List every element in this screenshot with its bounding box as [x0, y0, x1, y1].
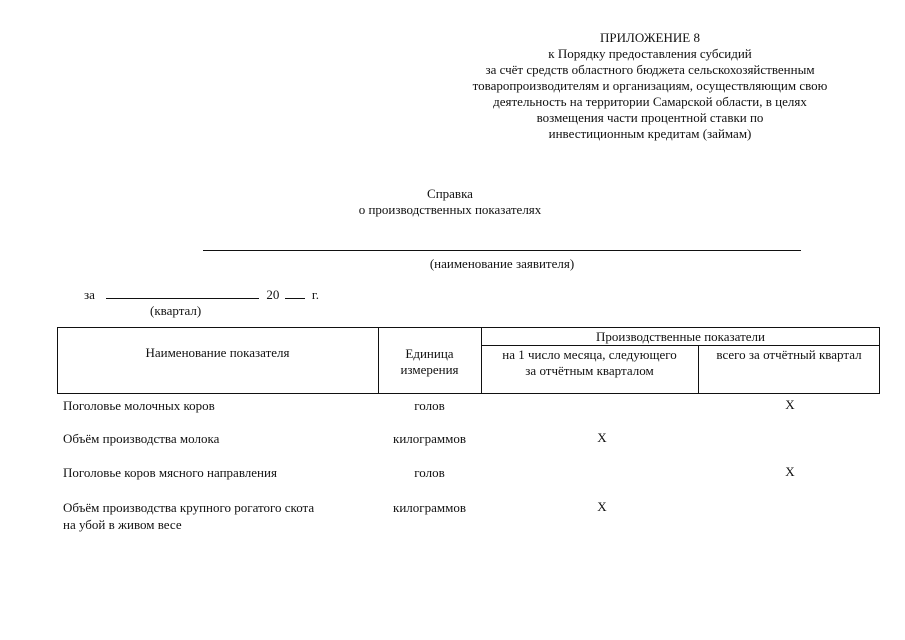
appendix-line: за счёт средств областного бюджета сельскохозяйственным	[485, 62, 815, 77]
row-first-day-value: X	[597, 430, 607, 445]
indicators-table-header	[57, 327, 880, 394]
appendix-line: товаропроизводителям и организациям, осуществляющим свою	[472, 78, 828, 93]
year-prefix: 20	[266, 287, 280, 302]
column-first-day-line-1: на 1 число месяца, следующего	[502, 347, 677, 362]
row-unit: килограммов	[393, 500, 466, 515]
column-first-day-line-2: за отчётным кварталом	[525, 363, 654, 378]
document-title	[300, 186, 600, 218]
column-indicator-name: Наименование показателя	[145, 345, 290, 360]
row-unit: килограммов	[393, 431, 466, 446]
appendix-line: к Порядку предоставления субсидий	[548, 46, 752, 61]
quarter-caption: (квартал)	[150, 303, 202, 318]
title-line-2: о производственных показателях	[358, 202, 542, 217]
column-total: всего за отчётный квартал	[716, 347, 862, 362]
row-unit: голов	[414, 398, 445, 413]
row-indicator-name: Объём производства молока	[63, 431, 220, 446]
applicant-caption: (наименование заявителя)	[429, 256, 575, 271]
appendix-line: инвестиционным кредитам (займам)	[548, 126, 752, 141]
applicant-name-field[interactable]	[203, 250, 801, 251]
column-group-production: Производственные показатели	[595, 329, 766, 344]
title-line-1: Справка	[427, 186, 473, 201]
appendix-header	[420, 30, 880, 142]
quarter-field[interactable]	[106, 287, 259, 299]
row-indicator-name	[63, 499, 314, 533]
period-line	[84, 287, 319, 303]
row-first-day-value: X	[597, 499, 607, 514]
year-suffix: г.	[311, 287, 320, 302]
year-field[interactable]	[285, 287, 305, 299]
row-indicator-name-line-2: на убой в живом весе	[63, 517, 182, 532]
row-indicator-name-line-1: Объём производства крупного рогатого скота	[63, 500, 315, 515]
row-total-value: X	[785, 397, 795, 412]
row-indicator-name: Поголовье молочных коров	[63, 398, 215, 413]
appendix-line: возмещения части процентной ставки по	[536, 110, 764, 125]
period-prefix: за	[84, 287, 95, 302]
appendix-number: ПРИЛОЖЕНИЕ 8	[600, 30, 700, 45]
column-unit-line-2: измерения	[400, 362, 459, 377]
column-unit-line-1: Единица	[405, 346, 454, 361]
row-indicator-name: Поголовье коров мясного направления	[63, 465, 277, 480]
row-total-value: X	[785, 464, 795, 479]
appendix-line: деятельность на территории Самарской области, в целях	[493, 94, 807, 109]
row-unit: голов	[414, 465, 445, 480]
column-unit	[378, 346, 481, 378]
column-first-day	[481, 347, 698, 379]
